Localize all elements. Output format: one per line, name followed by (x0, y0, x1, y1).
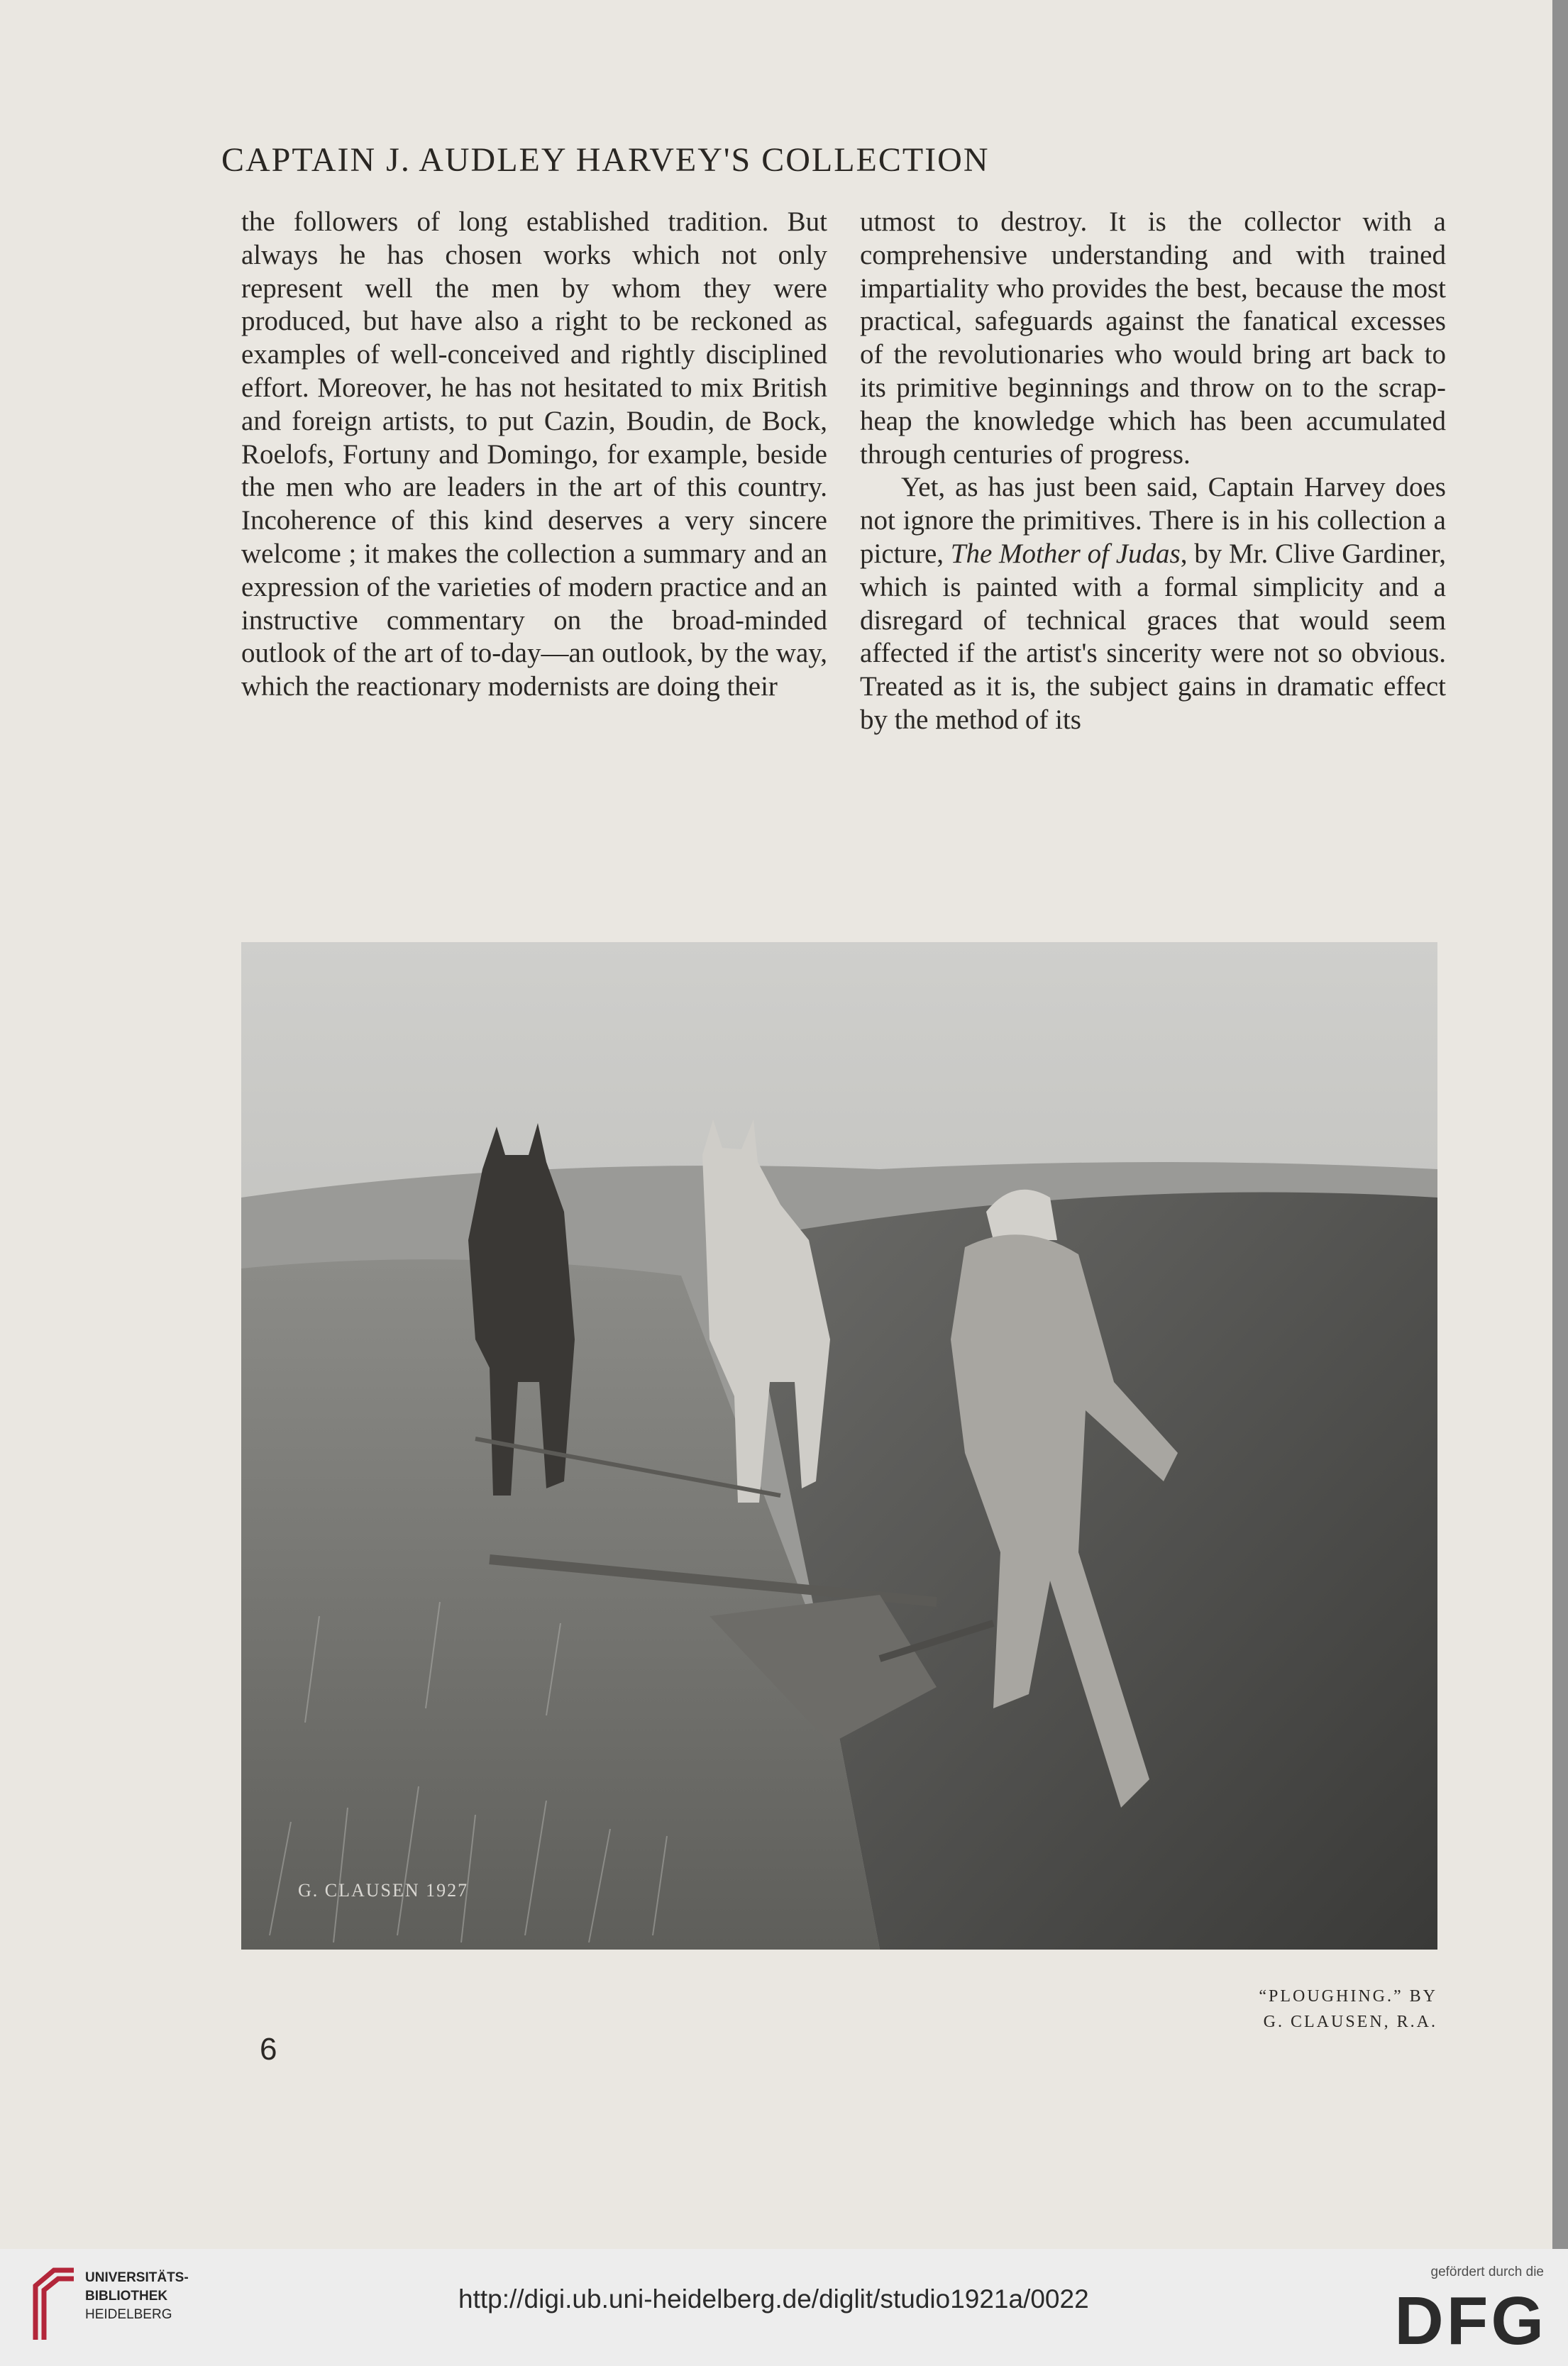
university-library-logo-icon (33, 2265, 77, 2343)
library-name-line: HEIDELBERG (85, 2307, 172, 2322)
funding-label: gefördert durch die (1430, 2265, 1544, 2279)
library-name-line: UNIVERSITÄTS- (85, 2270, 189, 2285)
dfg-logo: DFG (1394, 2283, 1547, 2359)
running-head: CAPTAIN J. AUDLEY HARVEY'S COLLECTION (221, 141, 990, 179)
library-name (85, 2269, 189, 2324)
text-column-left (241, 206, 827, 704)
page-number: 6 (260, 2032, 277, 2067)
painting-signature: G. CLAUSEN 1927 (298, 1880, 469, 1901)
permalink-url[interactable]: http://digi.ub.uni-heidelberg.de/diglit/studio1921a/0022 (458, 2284, 1089, 2314)
text-column-right (860, 206, 1446, 737)
digitization-footer (0, 2249, 1568, 2366)
paragraph-text: , by Mr. Clive Gardiner, which is painted with a formal simplicity and a disregard of technical graces that would seem affected if the artist's sincerity were not so obvious. Treated as it is, the subject gains in dramatic effect by the method of its (860, 538, 1447, 735)
caption-title: “PLOUGHING.” BY (1259, 1987, 1437, 2006)
paragraph: utmost to destroy. It is the collector with a comprehensive understanding and with trained impartiality who provides the best, because the most practical, safeguards against the fanatical excesses of the revolutionaries who would bring art back to its primitive beginnings and throw on to the scrap-heap the knowledge which has been accumulated through centuries of progress. (860, 206, 1446, 470)
caption-artist: G. CLAUSEN, R.A. (1263, 2013, 1437, 2031)
plate-caption (1259, 1984, 1437, 2035)
paragraph-text: Yet, as has just been said, Captain Harvey does not ignore the primitives. There is in his collection a picture, (860, 472, 1446, 569)
paragraph (860, 471, 1446, 736)
painting-ploughing (241, 942, 1437, 1950)
library-name-line: BIBLIOTHEK (85, 2289, 168, 2304)
artwork-title: The Mother of Judas (950, 538, 1181, 569)
paragraph: the followers of long established tradition. But always he has chosen works which not only represent well the men by whom they were produced, but have also a right to be reckoned as examples of well-conceived and rightly disciplined effort. Moreover, he has not hesitated to mix British and foreign artists, to put Cazin, Boudin, de Bock, Roelofs, Fortuny and Domingo, for example, beside the men who are leaders in the art of this country. Incoherence of this kind deserves a very sincere welcome ; it makes the collection a summary and an expression of the varieties of modern practice and an instructive commentary on the broad-minded outlook of the art of to-day—an outlook, by the way, which the reactionary modernists are doing their (241, 206, 827, 702)
